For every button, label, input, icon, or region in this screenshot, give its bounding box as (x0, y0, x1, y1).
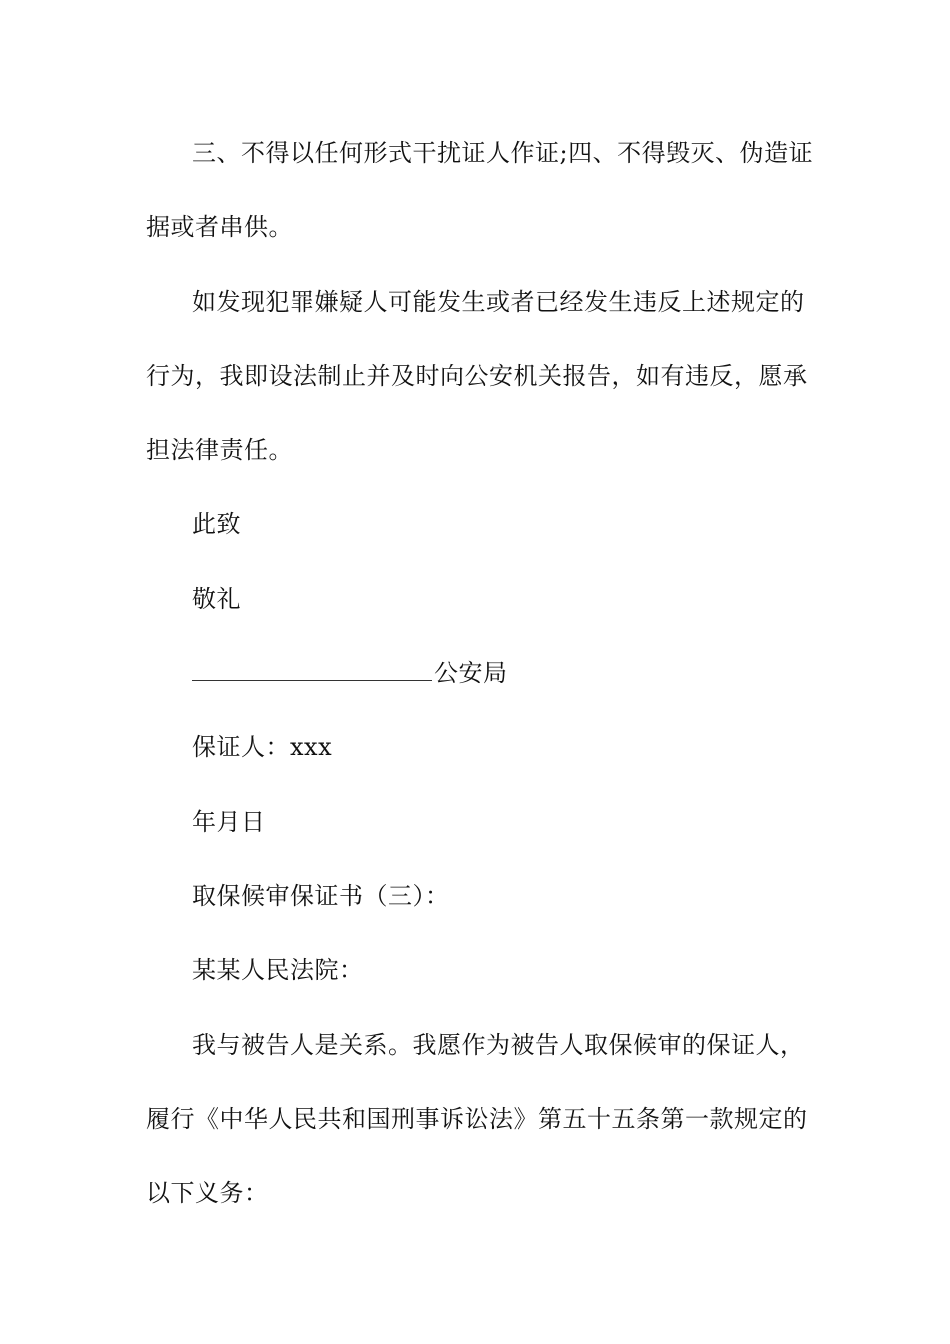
salutation-line: 此致 (192, 510, 241, 538)
paragraph-line: 行为，我即设法制止并及时向公安机关报告，如有违反，愿承 (146, 362, 808, 390)
paragraph-line: 以下义务： (146, 1179, 269, 1207)
paragraph-line: 我与被告人是关系。我愿作为被告人取保候审的保证人， (192, 1031, 805, 1059)
guarantor-line: 保证人：xxx (192, 733, 333, 761)
blank-fill-line (192, 658, 432, 681)
addressee-label: 公安局 (434, 659, 508, 687)
paragraph-line: 三、不得以任何形式干扰证人作证;四、不得毁灭、伪造证 (192, 139, 814, 167)
paragraph-line: 担法律责任。 (146, 436, 293, 464)
paragraph-line: 据或者串供。 (146, 213, 293, 241)
section-title: 取保候审保证书（三）： (192, 882, 450, 910)
salutation-line: 敬礼 (192, 585, 241, 613)
recipient-line: 某某人民法院： (192, 956, 364, 984)
addressee-line (192, 658, 857, 688)
paragraph-line: 履行《中华人民共和国刑事诉讼法》第五十五条第一款规定的 (146, 1105, 808, 1133)
paragraph-line: 如发现犯罪嫌疑人可能发生或者已经发生违反上述规定的 (192, 288, 805, 316)
date-line: 年月日 (192, 808, 266, 836)
